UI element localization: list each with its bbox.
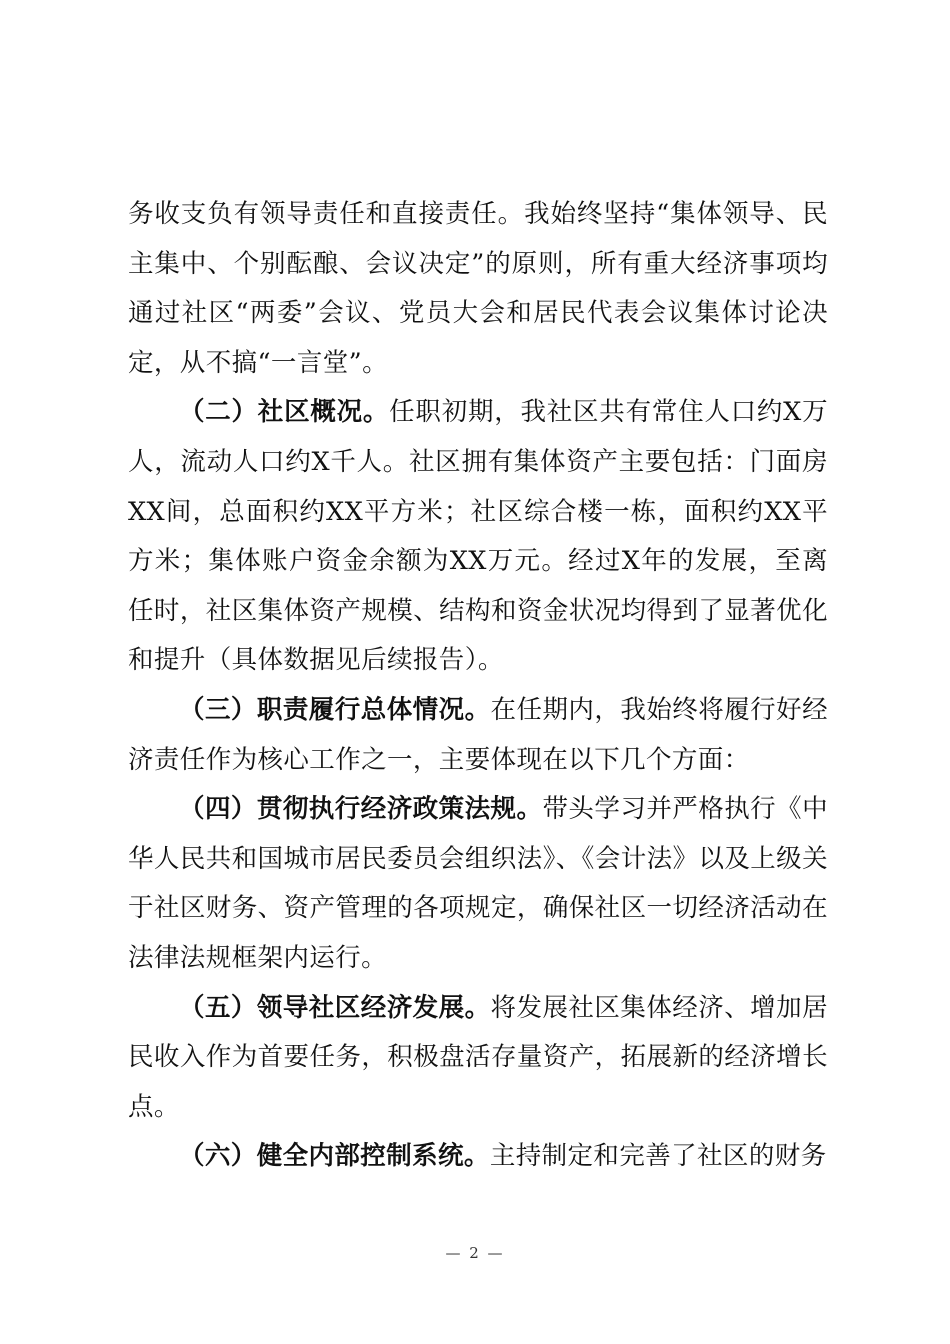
paragraph-community-overview [128,388,828,686]
paragraph-continuation [128,190,828,388]
paragraph-text: 主持制定和完善了社区的财务 [489,1141,827,1172]
paragraph-policy-implementation [128,785,828,983]
document-body [128,190,828,1182]
section-heading: （六）健全内部控制系统。 [179,1141,490,1172]
section-heading: （二）社区概况。 [179,397,390,428]
paragraph-text: 任职初期，我社区共有常住人口约X万人，流动人口约X千人。社区拥有集体资产主要包括：门面房XX间，总面积约XX平方米；社区综合楼一栋，面积约XX平方米；集体账户资金余额为XX万元。经过X年的发展，至离任时，社区集体资产规模、结构和资金状况均得到了显著优化和提升（具体数据见后续报告）。 [128,397,828,676]
paragraph-duty-overview [128,686,828,785]
paragraph-text: 带头学习并严格执行《中华人民共和国城市居民委员会组织法》、《会计法》以及上级关于社区财务、资产管理的各项规定，确保社区一切经济活动在法律法规框架内运行。 [128,794,828,973]
paragraph-text: 在任期内，我始终将履行好经济责任作为核心工作之一，主要体现在以下几个方面： [128,694,828,775]
paragraph-economic-development [128,984,828,1133]
paragraph-internal-control [128,1132,828,1182]
page-number: — 2 — [445,1244,505,1262]
section-heading: （四）贯彻执行经济政策法规。 [179,794,543,825]
section-heading: （三）职责履行总体情况。 [179,694,491,725]
section-heading: （五）领导社区经济发展。 [179,992,491,1023]
paragraph-text: 将发展社区集体经济、增加居民收入作为首要任务，积极盘活存量资产，拓展新的经济增长点。 [128,992,828,1122]
paragraph-text: 务收支负有领导责任和直接责任。我始终坚持“集体领导、民主集中、个别酝酿、会议决定”的原则，所有重大经济事项均通过社区“两委”会议、党员大会和居民代表会议集体讨论决定，从不搞“一言堂”。 [128,199,828,378]
